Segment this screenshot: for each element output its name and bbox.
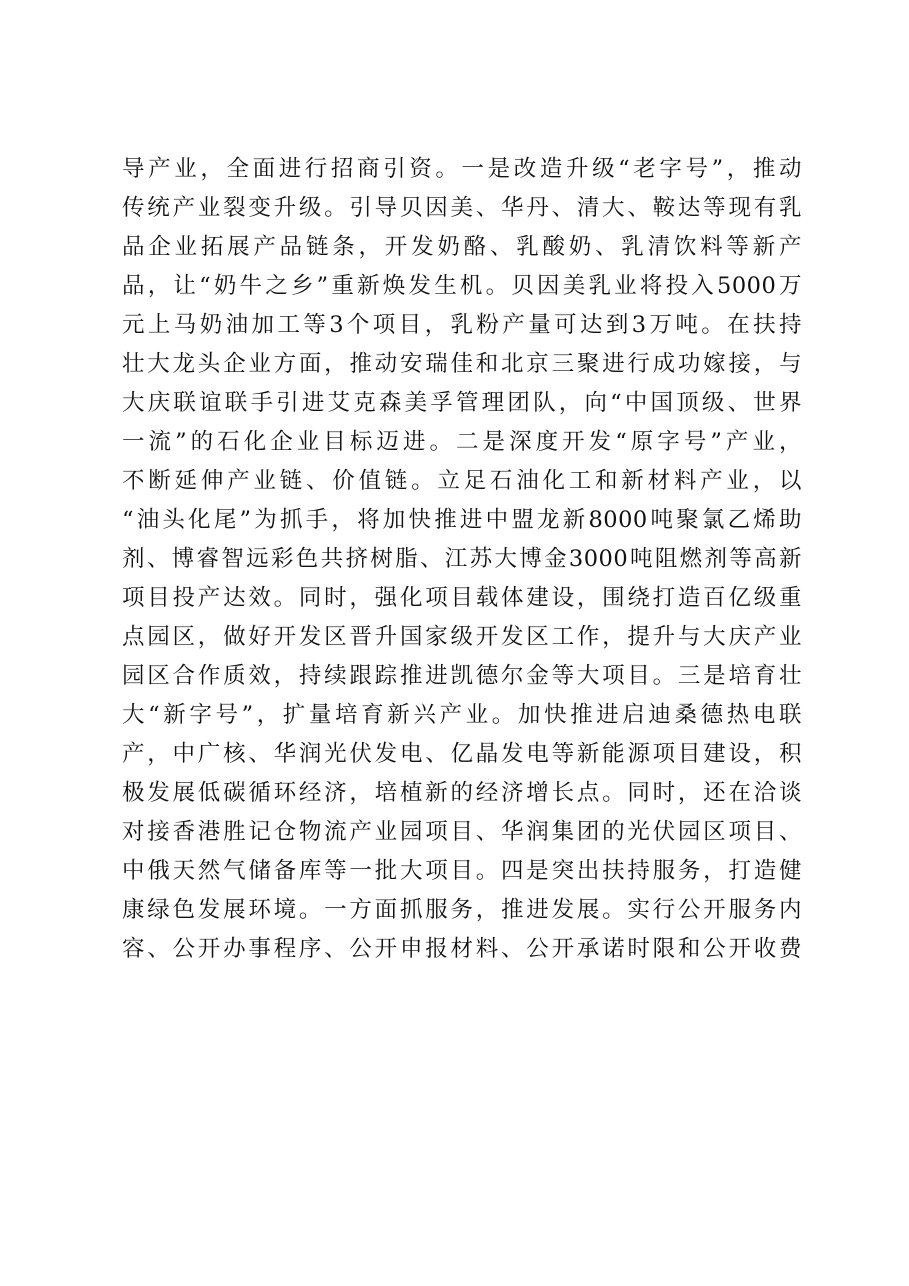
text-line: 剂、博睿智远彩色共挤树脂、江苏大博金3000吨阻燃剂等高新 bbox=[122, 546, 802, 572]
text-line: 品企业拓展产品链条，开发奶酪、乳酸奶、乳清饮料等新产 bbox=[122, 234, 802, 260]
text-line: 不断延伸产业链、价值链。立足石油化工和新材料产业，以 bbox=[122, 468, 802, 494]
text-line: 大庆联谊联手引进艾克森美孚管理团队，向“中国顶级、世界 bbox=[122, 390, 802, 416]
text-line: 极发展低碳循环经济，培植新的经济增长点。同时，还在洽谈 bbox=[122, 780, 802, 806]
text-line: 容、公开办事程序、公开申报材料、公开承诺时限和公开收费 bbox=[122, 936, 802, 962]
text-line: 康绿色发展环境。一方面抓服务，推进发展。实行公开服务内 bbox=[122, 897, 802, 923]
text-line: 品，让“奶牛之乡”重新焕发生机。贝因美乳业将投入5000万 bbox=[122, 273, 802, 299]
text-line: 产，中广核、华润光伏发电、亿晶发电等新能源项目建设，积 bbox=[122, 741, 802, 767]
text-line: 点园区，做好开发区晋升国家级开发区工作，提升与大庆产业 bbox=[122, 624, 802, 650]
text-line: 壮大龙头企业方面，推动安瑞佳和北京三聚进行成功嫁接，与 bbox=[122, 351, 802, 377]
body-paragraph bbox=[122, 150, 802, 969]
text-line: 导产业，全面进行招商引资。一是改造升级“老字号”，推动 bbox=[122, 156, 802, 182]
text-line: 项目投产达效。同时，强化项目载体建设，围绕打造百亿级重 bbox=[122, 585, 802, 611]
text-line: 一流”的石化企业目标迈进。二是深度开发“原字号”产业， bbox=[122, 429, 802, 455]
text-line: “油头化尾”为抓手，将加快推进中盟龙新8000吨聚氯乙烯助 bbox=[122, 507, 802, 533]
text-line: 园区合作质效，持续跟踪推进凯德尔金等大项目。三是培育壮 bbox=[122, 663, 802, 689]
text-line: 传统产业裂变升级。引导贝因美、华丹、清大、鞍达等现有乳 bbox=[122, 195, 802, 221]
text-line: 大“新字号”，扩量培育新兴产业。加快推进启迪桑德热电联 bbox=[122, 702, 802, 728]
text-line: 对接香港胜记仓物流产业园项目、华润集团的光伏园区项目、 bbox=[122, 819, 802, 845]
text-line: 元上马奶油加工等3个项目，乳粉产量可达到3万吨。在扶持 bbox=[122, 312, 802, 338]
text-line: 中俄天然气储备库等一批大项目。四是突出扶持服务，打造健 bbox=[122, 858, 802, 884]
